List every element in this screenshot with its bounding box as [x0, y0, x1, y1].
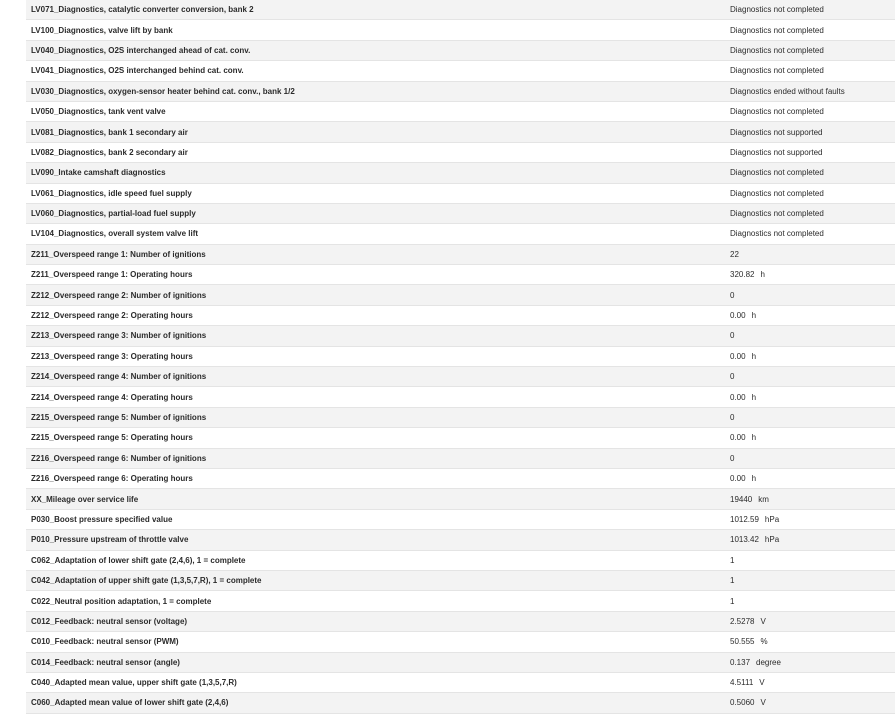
- measurement-value-cell: [730, 556, 734, 565]
- measurement-value: 0.5060: [730, 698, 755, 708]
- table-row[interactable]: [26, 122, 895, 142]
- table-row[interactable]: [26, 285, 895, 305]
- measurement-name: C012_Feedback: neutral sensor (voltage): [31, 616, 188, 626]
- measurement-name: C022_Neutral position adaptation, 1 = complete: [31, 596, 212, 606]
- measurement-name: Z213_Overspeed range 3: Operating hours: [31, 351, 193, 361]
- measurement-value-cell: [730, 229, 824, 238]
- table-row[interactable]: [26, 61, 895, 81]
- measurement-value-cell: [730, 87, 845, 96]
- measurement-name: LV030_Diagnostics, oxygen-sensor heater behind cat. conv., bank 1/2: [31, 86, 295, 96]
- measurement-value: 0: [730, 290, 735, 300]
- measurement-value: Diagnostics not completed: [730, 45, 824, 55]
- measurement-unit: h: [751, 311, 757, 321]
- table-row[interactable]: [26, 469, 895, 489]
- table-row[interactable]: [26, 632, 895, 652]
- measurement-unit: degree: [756, 657, 781, 667]
- measurement-value-cell: [730, 372, 734, 381]
- measurement-unit: V: [760, 616, 766, 626]
- table-row[interactable]: [26, 20, 895, 40]
- measurement-unit: hPa: [764, 535, 780, 545]
- measurement-value: Diagnostics not supported: [730, 127, 823, 137]
- measurement-name: Z216_Overspeed range 6: Operating hours: [31, 474, 193, 484]
- measurement-value-cell: [730, 352, 756, 361]
- table-row[interactable]: [26, 82, 895, 102]
- table-row[interactable]: [26, 653, 895, 673]
- measurement-value: 0: [730, 372, 735, 382]
- table-row[interactable]: [26, 306, 895, 326]
- measurement-value: Diagnostics ended without faults: [730, 86, 845, 96]
- table-row[interactable]: [26, 510, 895, 530]
- measurement-name: C062_Adaptation of lower shift gate (2,4,6), 1 = complete: [31, 555, 246, 565]
- measurement-value: Diagnostics not completed: [730, 25, 824, 35]
- table-row[interactable]: [26, 224, 895, 244]
- measurement-value-cell: [730, 454, 734, 463]
- measurement-value-cell: [730, 576, 734, 585]
- measurement-value-cell: [730, 678, 765, 687]
- table-row[interactable]: [26, 347, 895, 367]
- measurement-value-cell: [730, 393, 756, 402]
- measurement-value: Diagnostics not completed: [730, 107, 824, 117]
- measurement-value: 22: [730, 249, 739, 259]
- table-row[interactable]: [26, 673, 895, 693]
- measurement-name: Z211_Overspeed range 1: Operating hours: [31, 270, 193, 280]
- measurement-value-cell: [730, 617, 766, 626]
- measurement-value-cell: [730, 250, 739, 259]
- measurement-value: 0.00: [730, 474, 746, 484]
- measurement-value-cell: [730, 331, 734, 340]
- measurement-name: C042_Adaptation of upper shift gate (1,3,5,7,R), 1 = complete: [31, 576, 262, 586]
- table-row[interactable]: [26, 184, 895, 204]
- measurement-value: 1012.59: [730, 514, 759, 524]
- measurement-value-cell: [730, 107, 824, 116]
- table-row[interactable]: [26, 693, 895, 713]
- measurement-value: 0.137: [730, 657, 751, 667]
- table-row[interactable]: [26, 0, 895, 20]
- measurement-unit: h: [751, 392, 757, 402]
- measurement-value: Diagnostics not completed: [730, 209, 824, 219]
- measurement-unit: h: [751, 474, 757, 484]
- table-row[interactable]: [26, 102, 895, 122]
- measurement-value-cell: [730, 270, 765, 279]
- measurement-value-cell: [730, 168, 824, 177]
- table-row[interactable]: [26, 449, 895, 469]
- measurement-value: 1: [730, 596, 735, 606]
- measurement-name: Z213_Overspeed range 3: Number of ignitions: [31, 331, 207, 341]
- measurement-value-cell: [730, 535, 779, 544]
- table-row[interactable]: [26, 408, 895, 428]
- measurement-value: Diagnostics not completed: [730, 188, 824, 198]
- measurement-name: Z211_Overspeed range 1: Number of ignitions: [31, 249, 206, 259]
- table-row[interactable]: [26, 612, 895, 632]
- measurement-value: 0: [730, 453, 735, 463]
- measurement-value: 0.00: [730, 392, 746, 402]
- measurement-unit: h: [751, 351, 757, 361]
- measurement-value: Diagnostics not completed: [730, 168, 824, 178]
- table-row[interactable]: [26, 367, 895, 387]
- measurement-value-cell: [730, 189, 824, 198]
- measurement-name: LV100_Diagnostics, valve lift by bank: [31, 25, 173, 35]
- table-row[interactable]: [26, 163, 895, 183]
- table-row[interactable]: [26, 428, 895, 448]
- table-row[interactable]: [26, 571, 895, 591]
- measurement-unit: h: [751, 433, 757, 443]
- measurement-value-cell: [730, 128, 823, 137]
- measurement-name: P010_Pressure upstream of throttle valve: [31, 535, 189, 545]
- table-row[interactable]: [26, 530, 895, 550]
- measurement-value-cell: [730, 46, 824, 55]
- measurement-name: Z214_Overspeed range 4: Number of ignitions: [31, 372, 207, 382]
- measurement-value-cell: [730, 5, 824, 14]
- measurement-value: 2.5278: [730, 616, 755, 626]
- measurement-value: 19440: [730, 494, 753, 504]
- measurement-value: 0.00: [730, 311, 746, 321]
- measurement-unit: hPa: [764, 514, 780, 524]
- measurement-name: Z214_Overspeed range 4: Operating hours: [31, 392, 193, 402]
- measurement-unit: %: [760, 637, 768, 647]
- table-row[interactable]: [26, 245, 895, 265]
- measurement-value-cell: [730, 311, 756, 320]
- measurement-value-cell: [730, 433, 756, 442]
- measurement-name: Z215_Overspeed range 5: Operating hours: [31, 433, 193, 443]
- measurement-name: LV041_Diagnostics, O2S interchanged behind cat. conv.: [31, 66, 244, 76]
- table-row[interactable]: [26, 265, 895, 285]
- measurement-value: 4.5111: [730, 678, 754, 688]
- measurement-value: 0: [730, 331, 735, 341]
- measurement-value: 0: [730, 413, 735, 422]
- measurement-unit: V: [760, 698, 766, 708]
- measurement-value: Diagnostics not completed: [730, 5, 824, 15]
- measured-values-table: [26, 0, 895, 714]
- measurement-unit: km: [758, 494, 769, 504]
- measurement-value: 320.82: [730, 270, 755, 280]
- measurement-name: Z216_Overspeed range 6: Number of ignitions: [31, 453, 207, 463]
- measurement-value-cell: [730, 698, 766, 707]
- measurement-value: 1: [730, 555, 735, 565]
- measurement-name: LV040_Diagnostics, O2S interchanged ahead of cat. conv.: [31, 45, 251, 55]
- table-row[interactable]: [26, 204, 895, 224]
- measurement-value-cell: [730, 658, 781, 667]
- measurement-name: LV050_Diagnostics, tank vent valve: [31, 107, 166, 117]
- measurement-value: Diagnostics not supported: [730, 147, 823, 157]
- measurement-value: 0.00: [730, 433, 746, 443]
- measurement-name: C014_Feedback: neutral sensor (angle): [31, 657, 180, 667]
- table-row[interactable]: [26, 326, 895, 346]
- measurement-value: Diagnostics not completed: [730, 229, 824, 239]
- table-row[interactable]: [26, 591, 895, 611]
- measurement-value-cell: [730, 148, 823, 157]
- measurement-name: P030_Boost pressure specified value: [31, 514, 173, 524]
- measurement-name: Z215_Overspeed range 5: Number of ignitions: [31, 413, 207, 422]
- measurement-name: LV060_Diagnostics, partial-load fuel supply: [31, 209, 196, 219]
- measurement-name: LV081_Diagnostics, bank 1 secondary air: [31, 127, 188, 137]
- table-row[interactable]: [26, 387, 895, 407]
- measurement-value-cell: [730, 413, 734, 422]
- measurement-name: LV104_Diagnostics, overall system valve lift: [31, 229, 199, 239]
- measurement-value-cell: [730, 597, 734, 606]
- measurement-name: C060_Adapted mean value of lower shift gate (2,4,6): [31, 698, 229, 708]
- measurement-name: Z212_Overspeed range 2: Number of ignitions: [31, 290, 207, 300]
- measurement-name: LV061_Diagnostics, idle speed fuel supply: [31, 188, 192, 198]
- table-row[interactable]: [26, 489, 895, 509]
- measurement-value: 1013.42: [730, 535, 759, 545]
- table-row[interactable]: [26, 41, 895, 61]
- measurement-name: C040_Adapted mean value, upper shift gate (1,3,5,7,R): [31, 678, 237, 688]
- measurement-value-cell: [730, 66, 824, 75]
- measurement-value: Diagnostics not completed: [730, 66, 824, 76]
- measurement-value: 50.555: [730, 637, 755, 647]
- measurement-name: C010_Feedback: neutral sensor (PWM): [31, 637, 179, 647]
- measurement-value: 1: [730, 576, 735, 586]
- measurement-value-cell: [730, 637, 768, 646]
- measurement-value-cell: [730, 209, 824, 218]
- measurement-value: 0.00: [730, 351, 746, 361]
- measurement-value-cell: [730, 495, 769, 504]
- measurement-unit: h: [760, 270, 765, 280]
- measurement-name: XX_Mileage over service life: [31, 494, 139, 504]
- table-row[interactable]: [26, 551, 895, 571]
- measurement-name: LV090_Intake camshaft diagnostics: [31, 168, 166, 178]
- table-row[interactable]: [26, 143, 895, 163]
- measurement-value-cell: [730, 474, 756, 483]
- measurement-value-cell: [730, 26, 824, 35]
- measurement-unit: V: [759, 678, 765, 688]
- measurement-name: Z212_Overspeed range 2: Operating hours: [31, 311, 193, 321]
- measurement-name: LV082_Diagnostics, bank 2 secondary air: [31, 147, 188, 157]
- measurement-value-cell: [730, 515, 779, 524]
- measurement-name: LV071_Diagnostics, catalytic converter conversion, bank 2: [31, 5, 254, 15]
- measurement-value-cell: [730, 291, 734, 300]
